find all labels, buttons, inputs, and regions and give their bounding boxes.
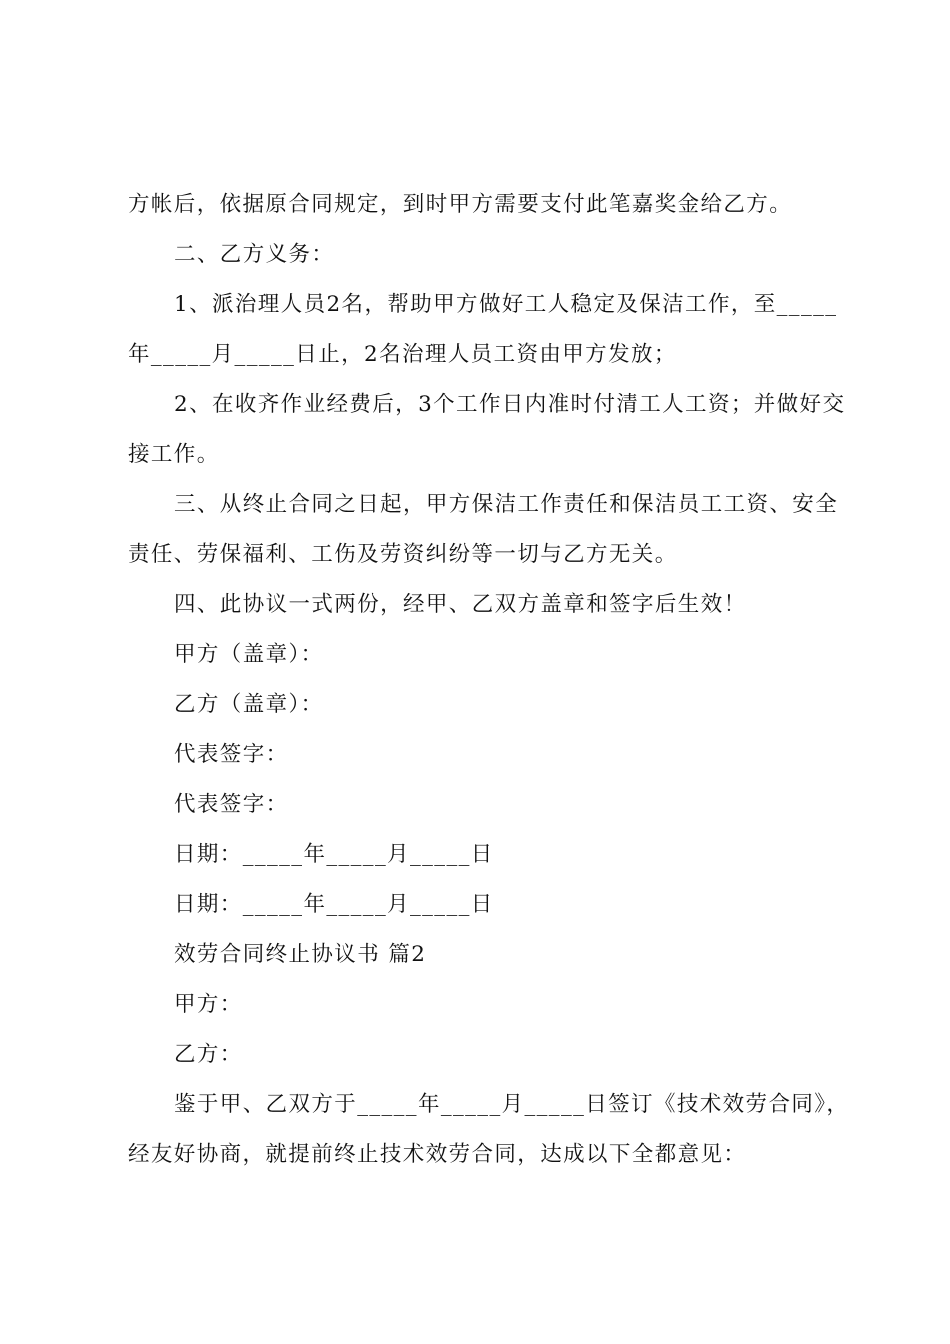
paragraph-line: 鉴于甲、乙双方于_____年_____月_____日签订《技术效劳合同》， (174, 1092, 850, 1117)
section-heading: 二、乙方义务： (174, 242, 335, 267)
paragraph-line: 方帐后，依据原合同规定，到时甲方需要支付此笔嘉奖金给乙方。 (128, 192, 793, 217)
signature-line: 代表签字： (174, 792, 289, 817)
party-a-line: 甲方： (174, 992, 243, 1017)
party-b-line: 乙方： (174, 1042, 243, 1067)
date-line: 日期：_____年_____月_____日 (174, 842, 494, 867)
paragraph-line: 四、此协议一式两份，经甲、乙双方盖章和签字后生效！ (174, 592, 747, 617)
date-line: 日期：_____年_____月_____日 (174, 892, 494, 917)
paragraph-line: 经友好协商，就提前终止技术效劳合同，达成以下全都意见： (128, 1142, 747, 1167)
paragraph-line: 三、从终止合同之日起，甲方保洁工作责任和保洁员工工资、安全 (174, 492, 839, 517)
paragraph-line: 接工作。 (128, 442, 220, 467)
paragraph-line: 1、派治理人员2名，帮助甲方做好工人稳定及保洁工作，至_____ (174, 292, 838, 317)
party-a-seal-line: 甲方（盖章）： (174, 642, 324, 667)
paragraph-line: 责任、劳保福利、工伤及劳资纠纷等一切与乙方无关。 (128, 542, 678, 567)
paragraph-line: 年_____月_____日止，2名治理人员工资由甲方发放； (128, 342, 677, 367)
paragraph-line: 2、在收齐作业经费后，3个工作日内准时付清工人工资；并做好交 (174, 392, 846, 417)
signature-line: 代表签字： (174, 742, 289, 767)
document-title: 效劳合同终止协议书 篇2 (174, 942, 427, 967)
party-b-seal-line: 乙方（盖章）： (174, 692, 324, 717)
